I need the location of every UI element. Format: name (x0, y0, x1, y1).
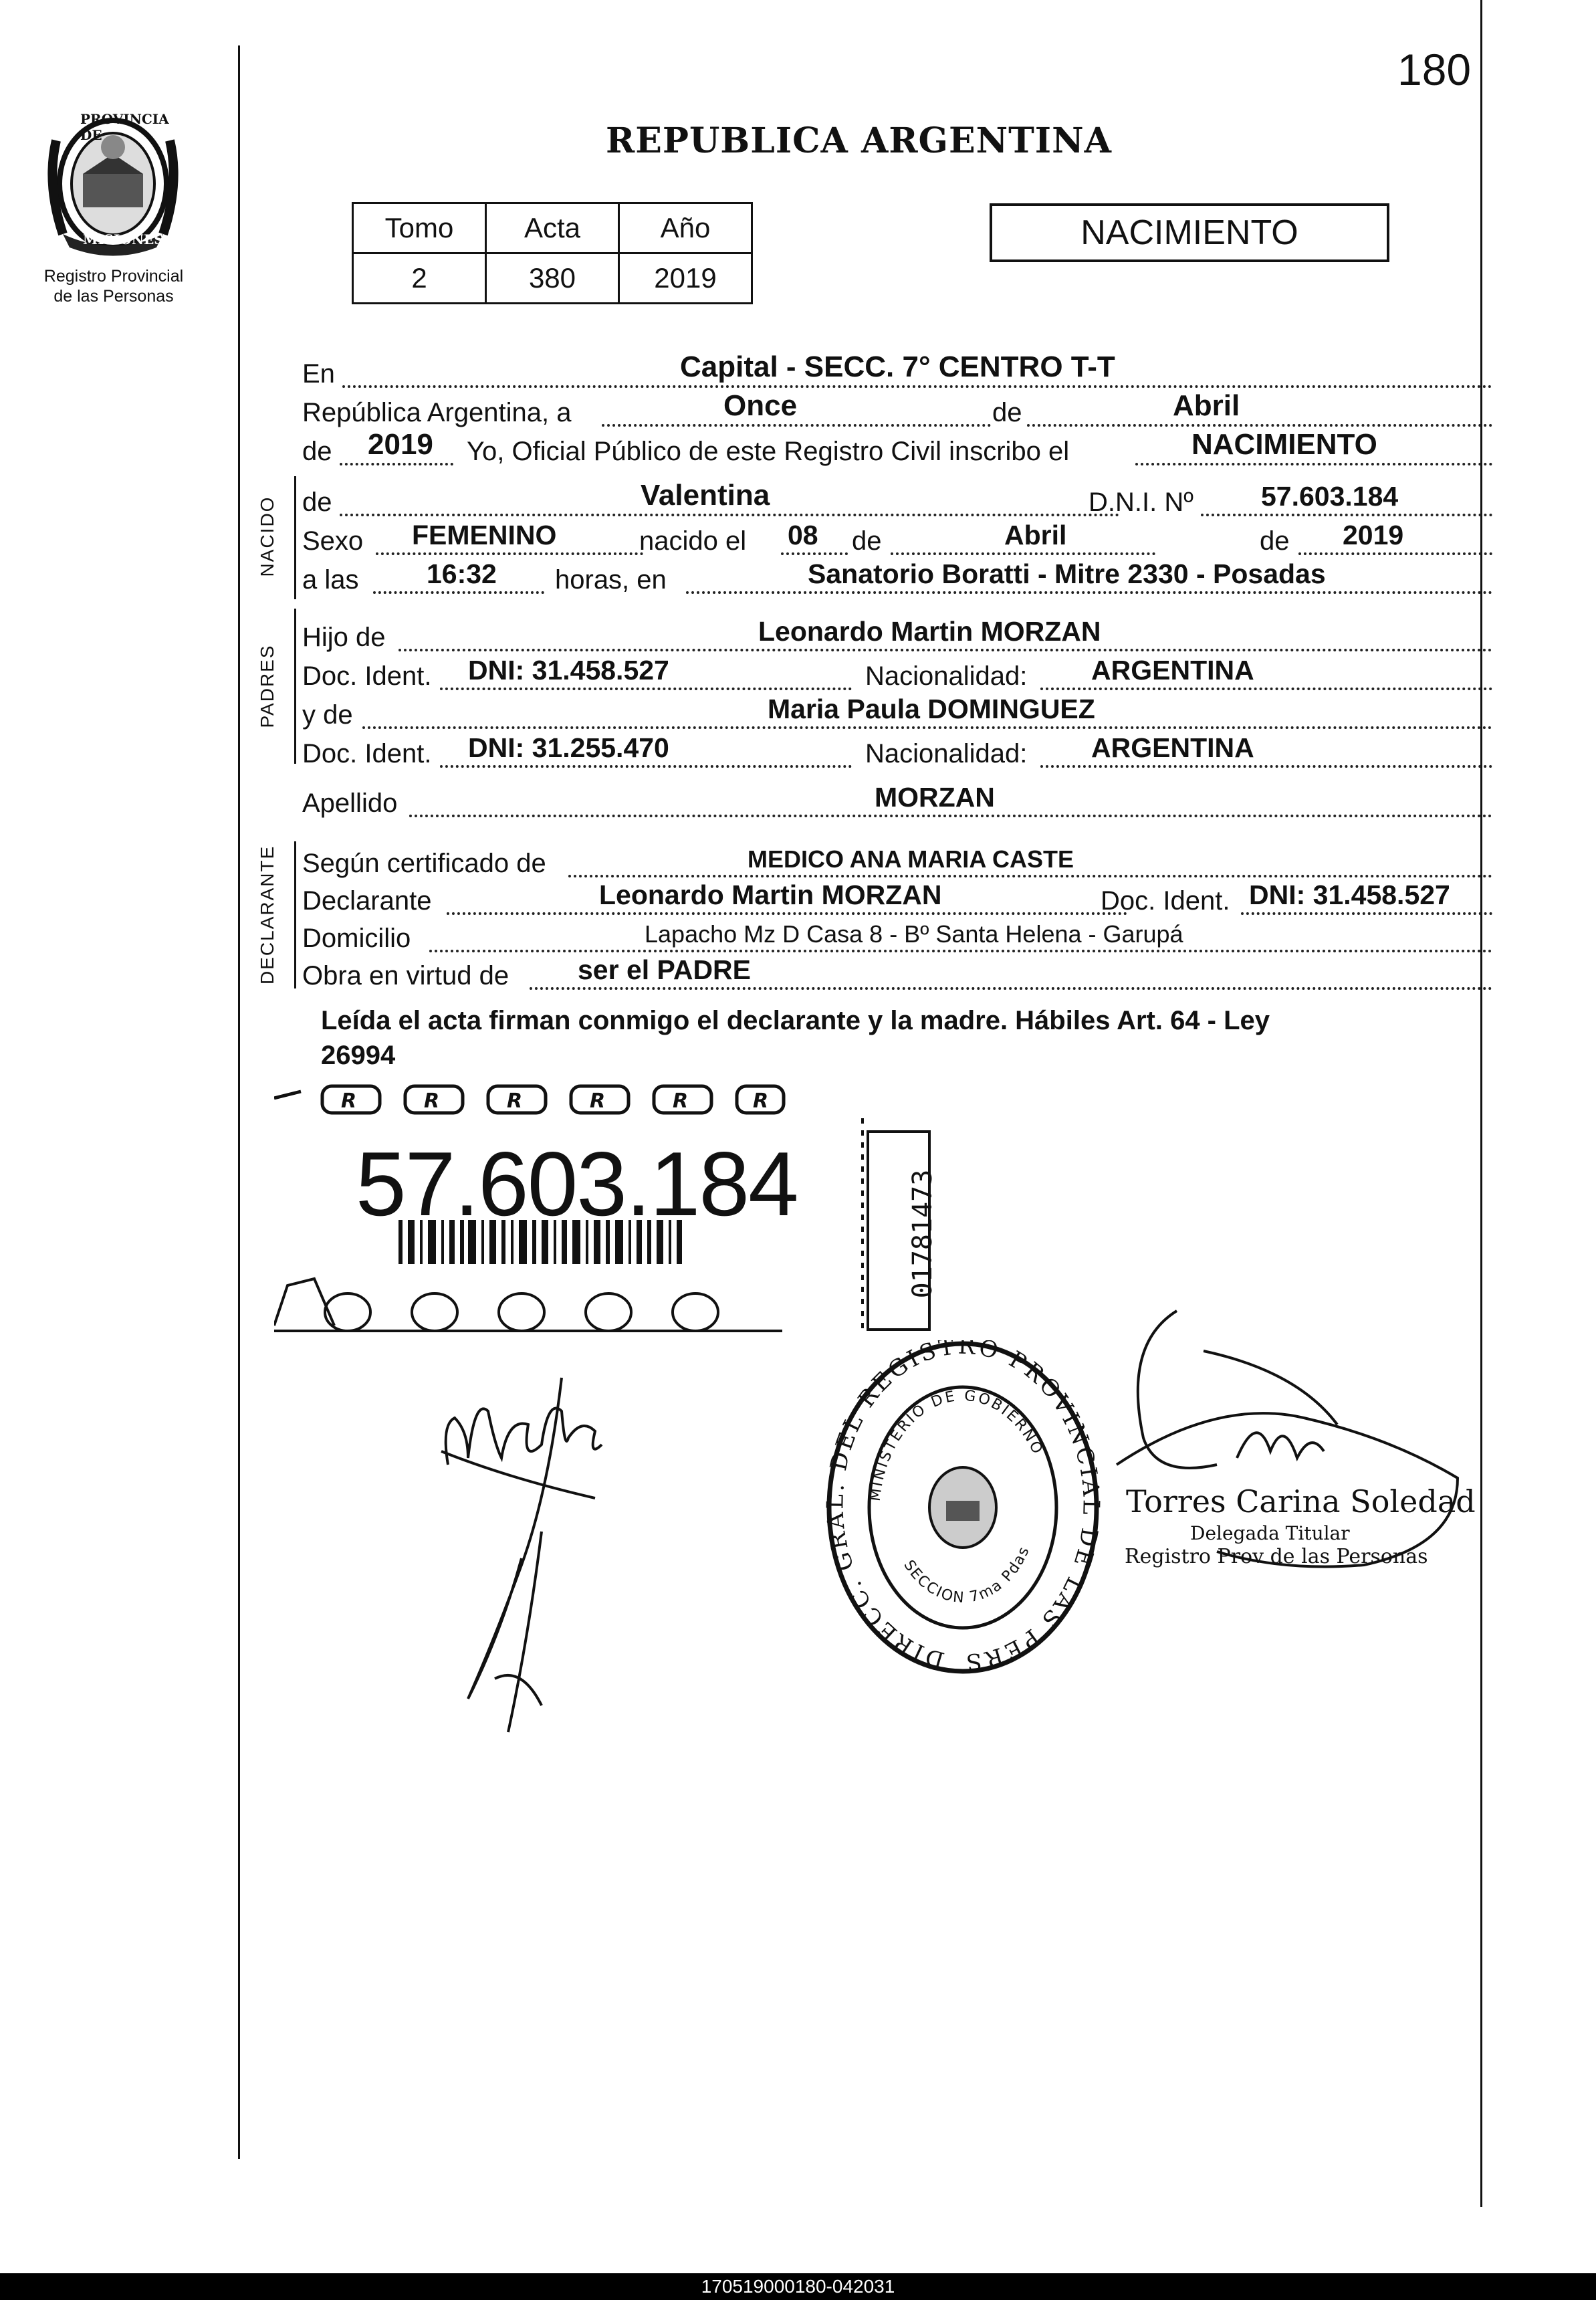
logo-seal-text-top: PROVINCIA DE (80, 111, 169, 143)
value-month: Abril (1173, 389, 1240, 422)
page-number: 180 (1397, 45, 1472, 94)
value-nac1: ARGENTINA (1091, 655, 1254, 686)
row-cert (302, 844, 1459, 883)
row-sexo (302, 522, 1459, 560)
left-margin-line (238, 45, 240, 2159)
dots (340, 514, 1119, 516)
value-place: Sanatorio Boratti - Mitre 2330 - Posadas (808, 558, 1326, 589)
row-apellido (302, 784, 1459, 823)
table-header-anio: Año (619, 203, 752, 253)
dots (568, 875, 1492, 877)
dots (362, 726, 1492, 729)
label-de2: de (302, 437, 332, 466)
official-seal (822, 1340, 1103, 1688)
dots (1040, 688, 1492, 690)
row-nacido-name (302, 479, 1459, 522)
label-yo: Yo, Oficial Público de este Registro Civil inscribo el (467, 437, 1070, 466)
dots (429, 950, 1492, 952)
value-time: 16:32 (427, 558, 497, 589)
label-yde: y de (302, 700, 353, 730)
label-apellido: Apellido (302, 789, 398, 818)
value-domicilio: Lapacho Mz D Casa 8 - Bº Santa Helena - Garupá (645, 920, 1183, 948)
logo-caption (13, 266, 214, 306)
value-day: Once (723, 389, 798, 422)
label-decl-doc: Doc. Ident. (1101, 886, 1230, 916)
sticker-serial: 01781473 (907, 1169, 938, 1299)
dots (447, 912, 1127, 915)
svg-text:R: R (507, 1089, 523, 1113)
value-sexo: FEMENINO (412, 520, 557, 550)
svg-text:R: R (673, 1089, 689, 1113)
record-table (352, 202, 753, 304)
row-hora (302, 560, 1459, 599)
row-domicilio (302, 919, 1459, 958)
label-nacido-el: nacido el (639, 526, 747, 556)
officer-org: Registro Prov de las Personas (1125, 1545, 1428, 1568)
table-value-anio: 2019 (619, 253, 752, 304)
label-birth-de2: de (1260, 526, 1290, 556)
declarante-separator (294, 841, 296, 988)
footer-code-bar: 170519000180-042031 (0, 2273, 1596, 2300)
value-name: Valentina (641, 479, 770, 512)
dots (1040, 765, 1492, 768)
row-obra (302, 956, 1459, 995)
value-type: NACIMIENTO (1191, 428, 1377, 461)
dots (342, 385, 1492, 388)
dots (440, 688, 852, 690)
label-hijo: Hijo de (302, 623, 386, 652)
row-doc2 (302, 734, 1459, 773)
stamp-seal-icon (822, 1340, 1103, 1688)
label-republica: República Argentina, a (302, 398, 572, 427)
label-nac2: Nacionalidad: (865, 739, 1028, 768)
seal-inner-text: MINISTERIO DE GOBIERNO (867, 1387, 1046, 1503)
value-obra: ser el PADRE (578, 954, 752, 985)
padres-separator (294, 609, 296, 764)
label-doc1: Doc. Ident. (302, 661, 432, 691)
dots (781, 552, 848, 555)
signature-officer-icon (1083, 1304, 1484, 1652)
dots (602, 424, 991, 427)
svg-text:R: R (341, 1089, 357, 1113)
value-apellido: MORZAN (875, 782, 995, 813)
row-republica (302, 389, 1459, 432)
leida-line1: Leída el acta firman conmigo el declarante y la madre. Hábiles Art. 64 - Ley (321, 1006, 1270, 1035)
signature-mother-icon (428, 1358, 629, 1759)
label-declarante: Declarante (302, 886, 432, 916)
label-en: En (302, 359, 335, 389)
officer-name: Torres Carina Soledad (1126, 1483, 1476, 1520)
label-obra: Obra en virtud de (302, 961, 509, 990)
dots (398, 649, 1492, 651)
dots (1135, 463, 1492, 465)
svg-text:R: R (590, 1089, 606, 1113)
svg-text:R: R (753, 1089, 769, 1113)
value-birth-month: Abril (1004, 520, 1067, 550)
dots (1027, 424, 1492, 427)
side-label-declarante: DECLARANTE (257, 845, 277, 984)
label-alas: a las (302, 565, 359, 595)
dots (373, 591, 544, 594)
value-birth-day: 08 (788, 520, 818, 550)
table-header-tomo: Tomo (353, 203, 486, 253)
label-dni: D.N.I. Nº (1089, 488, 1193, 517)
side-label-nacido: NACIDO (257, 496, 277, 577)
label-birth-de: de (852, 526, 882, 556)
svg-text:R: R (424, 1089, 440, 1113)
seal-bottom-text: SECCION 7ma Pdas (900, 1543, 1034, 1607)
row-doc1 (302, 657, 1459, 696)
nacido-separator (294, 476, 296, 599)
act-type-box: NACIMIENTO (990, 203, 1389, 262)
value-year: 2019 (368, 428, 433, 461)
value-declarante: Leonardo Martin MORZAN (599, 879, 942, 910)
leida-text (321, 1003, 1458, 1073)
label-sexo: Sexo (302, 526, 364, 556)
dots (686, 591, 1492, 594)
label-doc2: Doc. Ident. (302, 739, 432, 768)
officer-signature (1083, 1304, 1484, 1652)
row-en (302, 350, 1459, 393)
side-label-padres: PADRES (257, 644, 277, 728)
table-header-acta: Acta (486, 203, 619, 253)
sticker-number: 57.603.184 (356, 1133, 798, 1235)
dots (376, 552, 643, 555)
value-cert: MEDICO ANA MARIA CASTE (748, 845, 1074, 873)
seal-outer-text: DIRECC. GRAL. DEL REGISTRO PROVINCIAL DE LAS PERS (822, 1340, 1103, 1676)
row-mother (302, 696, 1459, 734)
dots (530, 987, 1492, 990)
value-en: Capital - SECC. 7° CENTRO T-T (680, 350, 1115, 383)
province-logo (36, 100, 190, 261)
logo-seal-text-bottom: MISIONES (83, 231, 164, 247)
label-domicilio: Domicilio (302, 924, 411, 953)
value-father: Leonardo Martin MORZAN (758, 616, 1101, 647)
mother-signature (428, 1358, 629, 1759)
value-mother: Maria Paula DOMINGUEZ (768, 694, 1095, 724)
right-margin-line (1480, 0, 1482, 2207)
label-de: de (992, 398, 1022, 427)
dots (409, 815, 1492, 817)
value-doc2: DNI: 31.255.470 (468, 732, 669, 763)
label-nac1: Nacionalidad: (865, 661, 1028, 691)
label-nacido-de: de (302, 488, 332, 517)
dni-sticker (274, 1078, 943, 1332)
value-doc1: DNI: 31.458.527 (468, 655, 669, 686)
dots (891, 552, 1155, 555)
value-birth-year: 2019 (1343, 520, 1404, 550)
dots (340, 463, 453, 465)
value-nac2: ARGENTINA (1091, 732, 1254, 763)
value-dni: 57.603.184 (1261, 481, 1399, 512)
officer-role: Delegada Titular (1190, 1522, 1350, 1544)
label-horas: horas, en (555, 565, 667, 595)
label-cert: Según certificado de (302, 849, 546, 878)
dots (1201, 514, 1492, 516)
document-title: REPUBLICA ARGENTINA (606, 120, 1113, 161)
row-declarante (302, 881, 1459, 920)
table-value-tomo: 2 (353, 253, 486, 304)
row-year (302, 428, 1459, 471)
value-decl-doc: DNI: 31.458.527 (1249, 879, 1450, 910)
dots (1241, 912, 1492, 915)
dots (440, 765, 852, 768)
row-father (302, 618, 1459, 657)
dots (1298, 552, 1492, 555)
logo-caption-line1: Registro Provincial (43, 267, 184, 286)
logo-caption-line2: de las Personas (53, 287, 174, 306)
leida-line2: 26994 (321, 1041, 396, 1070)
table-value-acta: 380 (486, 253, 619, 304)
